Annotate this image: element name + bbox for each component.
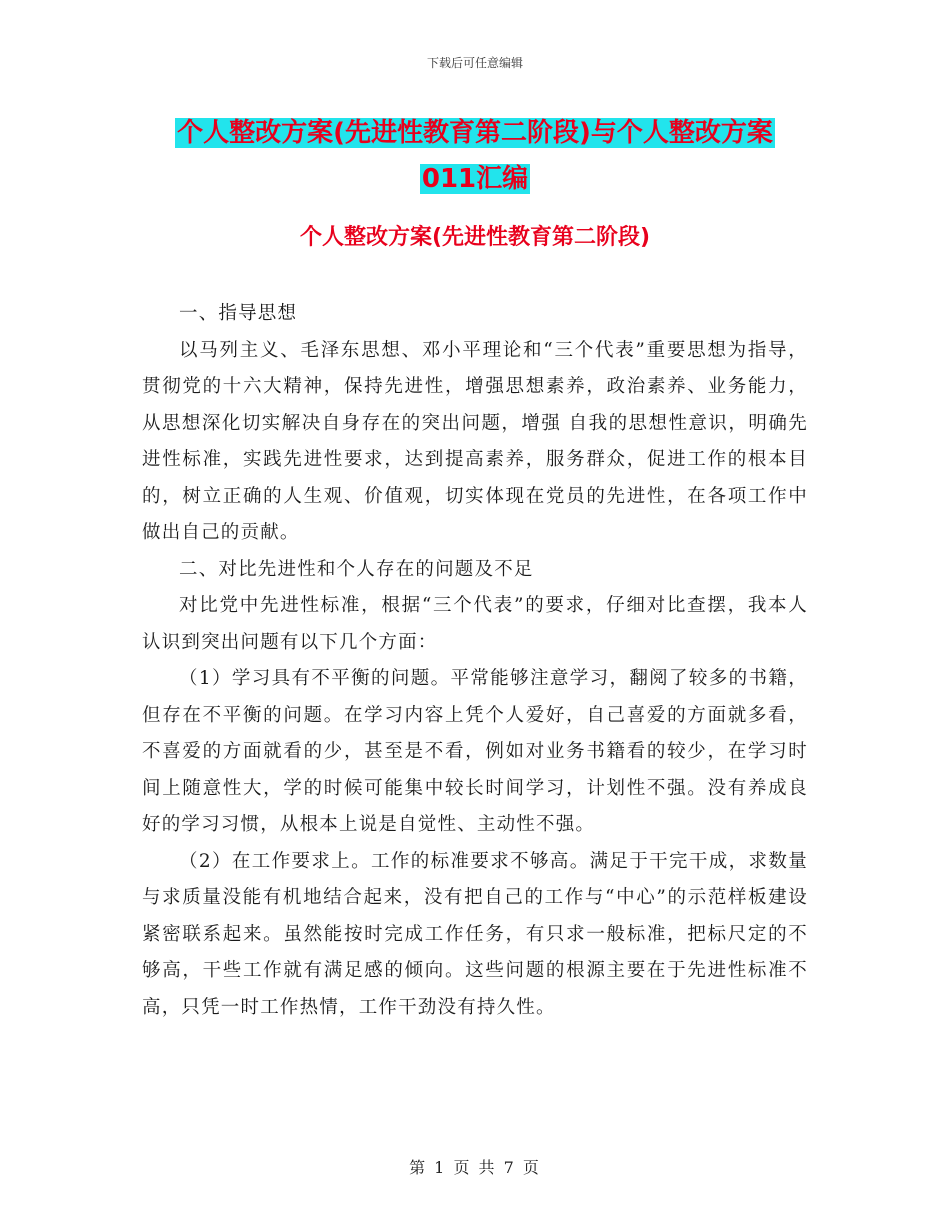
title-line-1: 个人整改方案(先进性教育第二阶段)与个人整改方案 xyxy=(177,118,773,148)
paragraph-guiding-ideology: 以马列主义、毛泽东思想、邓小平理论和“三个代表”重要思想为指导，贯彻党的十六大精神，保持先进性，增强思想素养，政治素养、业务能力，从思想深化切实解决自身存在的突出问题，增强 自我的思想性意识，明确先进性标准，实践先进性要求，达到提高素养，服务群众，促进工作的根本目的，树立正确的人生观、价值观，切实体现在党员的先进性，在各项工作中做出自己的贡献。 xyxy=(142,339,808,543)
paragraph-comparison: 对比党中先进性标准，根据“三个代表”的要求，仔细对比查摆，我本人认识到突出问题有以下几个方面： xyxy=(142,595,808,653)
page-number: 第 1 页 共 7 页 xyxy=(409,1158,541,1177)
paragraph-study-issue: （1）学习具有不平衡的问题。平常能够注意学习，翻阅了较多的书籍，但存在不平衡的问题。在学习内容上凭个人爱好，自己喜爱的方面就多看，不喜爱的方面就看的少，甚至是不看，例如对业务书籍看的较少，在学习时间上随意性大，学的时候可能集中较长时间学习，计划性不强。没有养成良好的学习习惯，从根本上说是自觉性、主动性不强。 xyxy=(142,668,808,835)
document-title xyxy=(0,110,950,202)
document-body xyxy=(142,296,808,1026)
heading-problems: 二、对比先进性和个人存在的问题及不足 xyxy=(179,558,534,580)
paragraph-work-issue: （2）在工作要求上。工作的标准要求不够高。满足于干完干成，求数量与求质量没能有机地结合起来，没有把自己的工作与“中心”的示范样板建设紧密联系起来。虽然能按时完成工作任务，有只求一般标准，把标尺定的不够高，干些工作就有满足感的倾向。这些问题的根源主要在于先进性标准不高，只凭一时工作热情，工作干劲没有持久性。 xyxy=(142,850,808,1018)
header-note: 下载后可任意编辑 xyxy=(426,56,523,70)
section-title: 个人整改方案(先进性教育第二阶段) xyxy=(299,225,651,250)
heading-guiding-ideology: 一、指导思想 xyxy=(179,303,298,324)
title-line-2: 011汇编 xyxy=(421,164,529,194)
